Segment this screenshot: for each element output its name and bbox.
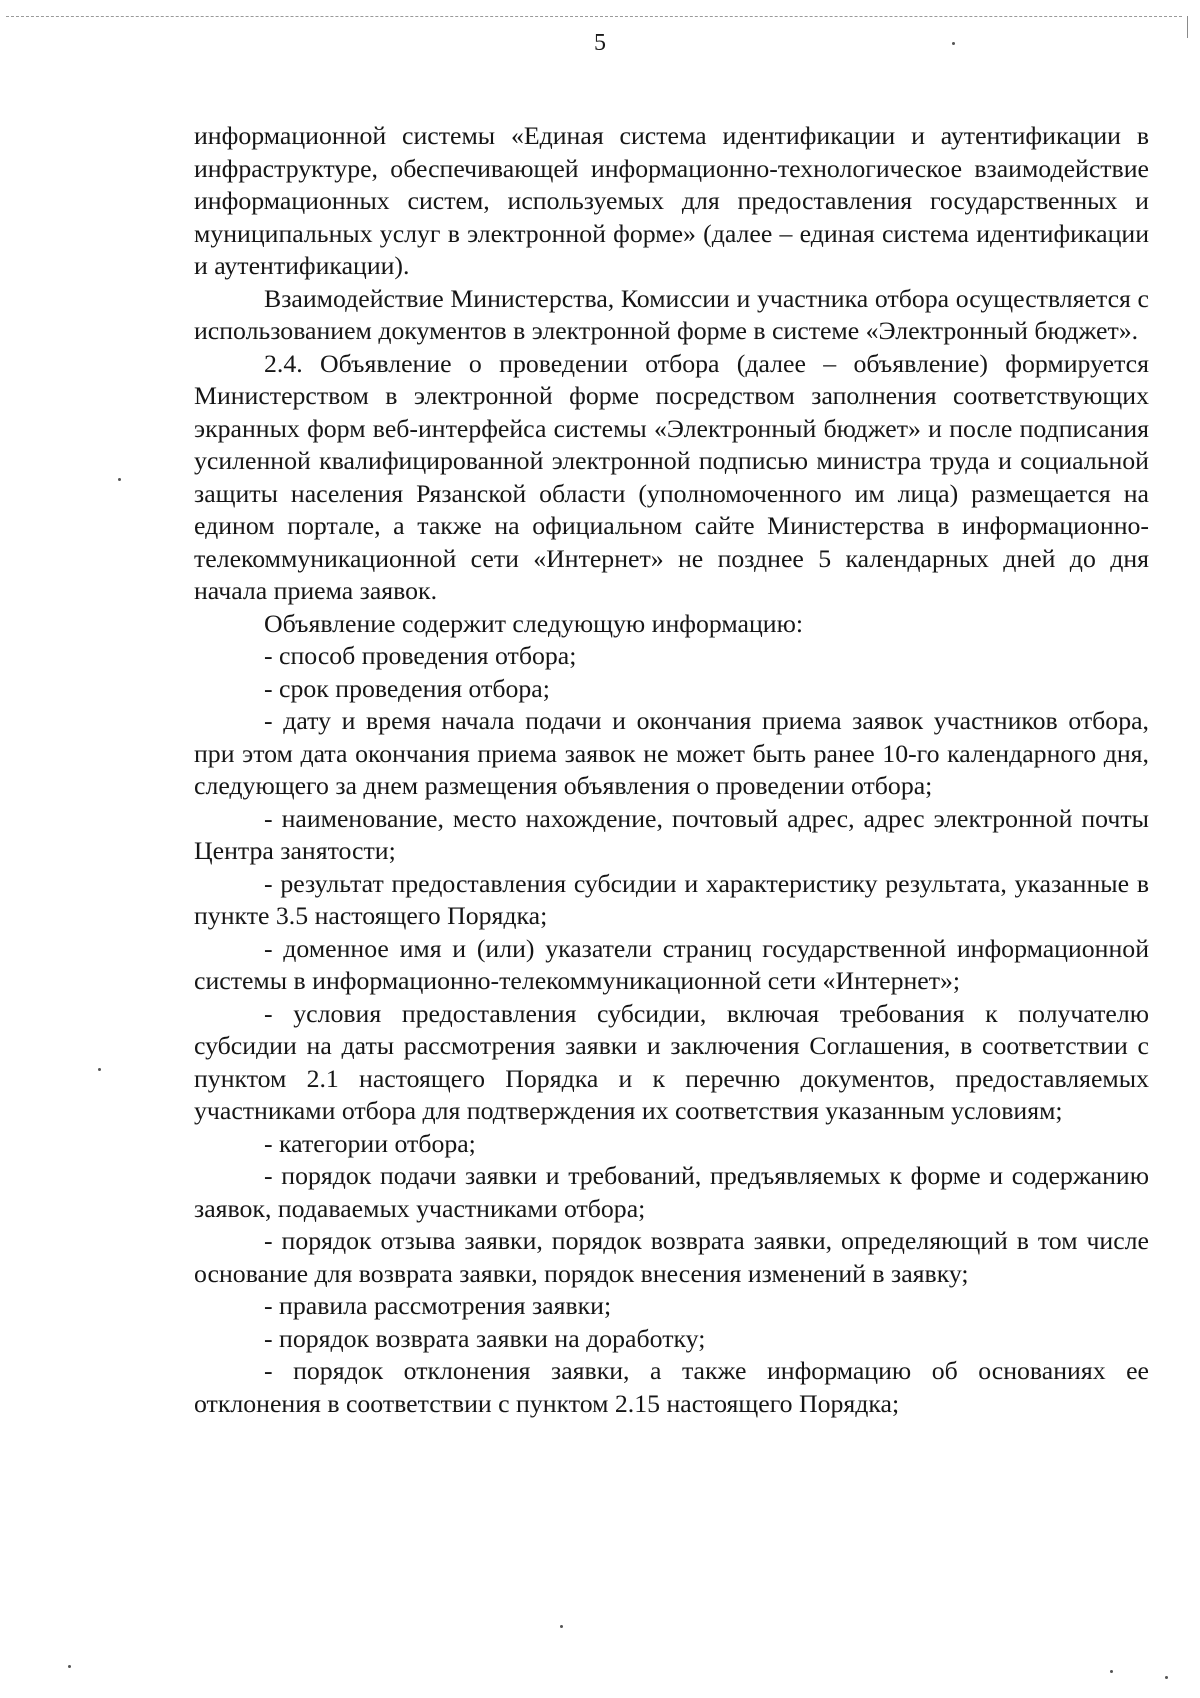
scan-speck — [952, 42, 955, 45]
list-item: - категории отбора; — [264, 1128, 476, 1158]
page-number: 5 — [594, 30, 606, 56]
scan-speck — [68, 1665, 71, 1668]
document-body — [194, 120, 1149, 1420]
scan-edge-line — [6, 16, 1182, 17]
list-item: - дату и время начала подачи и окончания приема заявок участников отбора, при этом дата окончания приема заявок не может быть ранее 10-го календарного дня, следующего за днем размещения объявления о проведении отбора; — [194, 706, 1149, 800]
list-item: - способ проведения отбора; — [264, 641, 577, 670]
scan-speck — [118, 478, 121, 481]
list-item: - доменное имя и (или) указатели страниц государственной информационной системы в информационно-телекоммуникационной сети «Интернет»; — [194, 933, 1149, 995]
list-item: - порядок подачи заявки и требований, предъявляемых к форме и содержанию заявок, подаваемых участниками отбора; — [194, 1161, 1149, 1223]
paragraph: Взаимодействие Министерства, Комиссии и участника отбора осуществляется с использованием документов в электронной форме в системе «Электронный бюджет». — [194, 283, 1149, 345]
list-item: - наименование, место нахождение, почтовый адрес, адрес электронной почты Центра занятости; — [194, 803, 1149, 865]
list-item: - срок проведения отбора; — [264, 673, 550, 703]
list-item: - правила рассмотрения заявки; — [264, 1291, 612, 1320]
list-item: - порядок отзыва заявки, порядок возврата заявки, определяющий в том числе основание для возврата заявки, порядок внесения изменений в заявку; — [194, 1226, 1149, 1288]
scan-speck — [98, 1068, 101, 1071]
scan-speck — [1110, 1670, 1113, 1673]
scan-speck — [560, 1625, 563, 1628]
list-item: - порядок отклонения заявки, а также информацию об основаниях ее отклонения в соответствии с пунктом 2.15 настоящего Порядка; — [194, 1356, 1149, 1418]
paragraph: Объявление содержит следующую информацию: — [264, 608, 804, 638]
list-item: - результат предоставления субсидии и характеристику результата, указанные в пункте 3.5 настоящего Порядка; — [194, 868, 1149, 930]
paragraph: 2.4. Объявление о проведении отбора (далее – объявление) формируется Министерством в электронной форме посредством заполнения соответствующих экранных форм веб-интерфейса системы «Электронный бюджет» и после подписания усиленной квалифицированной электронной подписью министра труда и социальной защиты населения Рязанской области (уполномоченного им лица) размещается на едином портале, а также на официальном сайте Министерства в информационно-телекоммуникационной сети «Интернет» не позднее 5 календарных дней до дня начала приема заявок. — [194, 348, 1149, 605]
scan-speck — [1165, 1676, 1168, 1679]
list-item: - порядок возврата заявки на доработку; — [264, 1323, 706, 1353]
list-item: - условия предоставления субсидии, включая требования к получателю субсидии на даты рассмотрения заявки и заключения Соглашения, в соответствии с пунктом 2.1 настоящего Порядка и к перечню документов, предоставляемых участниками отбора для подтверждения их соответствия указанным условиям; — [194, 998, 1149, 1125]
paragraph: информационной системы «Единая система идентификации и аутентификации в инфраструктуре, обеспечивающей информационно-технологическое взаимодействие информационных систем, используемых для предоставления государственных и муниципальных услуг в электронной форме» (далее – единая система идентификации и аутентификации). — [194, 121, 1149, 280]
